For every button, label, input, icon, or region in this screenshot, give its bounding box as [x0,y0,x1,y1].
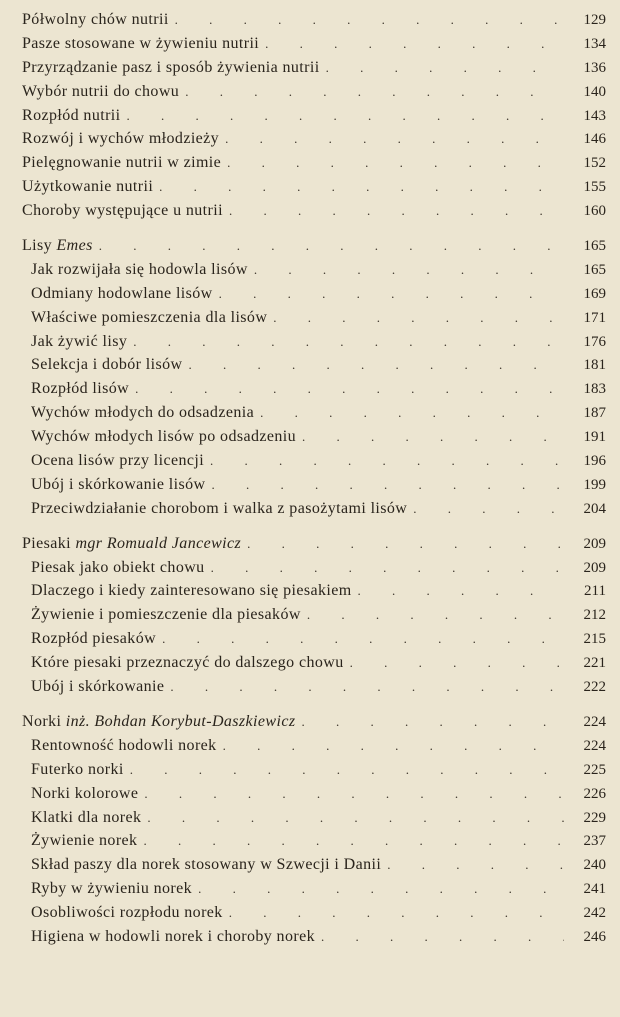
dot-leader [130,758,564,782]
entry-title: Higiena w hodowli norek i choroby norek [31,927,315,945]
dot-leader [254,258,564,282]
entry-title: Pielęgnowanie nutrii w zimie [22,154,222,172]
toc-entry [22,104,606,128]
dot-leader [188,353,564,377]
section-title: Lisy [22,237,53,255]
entry-title: Norki kolorowe [31,784,139,802]
dot-leader [307,603,564,627]
page-number: 246 [583,928,606,945]
dot-leader [273,306,564,330]
toc-entry [22,353,606,377]
page-number: 165 [583,238,606,255]
entry-title: Osobliwości rozpłodu norek [31,904,223,922]
dot-leader [143,829,564,853]
entry-title: Żywienie i pomieszczenie dla piesaków [31,606,301,624]
entry-title: Rentowność hodowli norek [31,736,217,754]
dot-leader [387,853,564,877]
page-number: 136 [583,59,606,76]
section-title: Norki [22,712,62,730]
toc-entry [22,127,606,151]
page-number: 196 [583,453,606,470]
section-title: Piesaki [22,534,72,552]
toc-entry [22,829,606,853]
toc-section [22,532,606,699]
toc-entry [22,782,606,806]
toc-entry [22,377,606,401]
toc-entry [22,449,606,473]
page-number: 224 [583,737,606,754]
toc-entry [22,401,606,425]
section-gap [22,223,606,234]
dot-leader [175,8,564,32]
page-number: 241 [583,881,606,898]
dot-leader [211,473,564,497]
toc-entry [22,306,606,330]
entry-title: Klatki dla norek [31,808,142,826]
entry-title: Jak rozwijała się hodowla lisów [31,260,248,278]
page-number: 169 [583,285,606,302]
toc-entry [22,151,606,175]
section-author: mgr Romuald Jancewicz [75,534,242,552]
entry-title: Pasze stosowane w żywieniu nutrii [22,34,260,52]
page-number: 209 [583,559,606,576]
toc-entry [22,651,606,675]
page-number: 171 [583,309,606,326]
entry-title: Selekcja i dobór lisów [31,356,183,374]
page-number: 199 [583,476,606,493]
toc-section [22,234,606,521]
page-number: 146 [583,131,606,148]
dot-leader [210,449,564,473]
toc-entry [22,473,606,497]
dot-leader [227,151,564,175]
toc-entry [22,556,606,580]
entry-title: Rozwój i wychów młodzieży [22,130,220,148]
entry-title: Ocena lisów przy licencji [31,452,205,470]
dot-leader [223,734,564,758]
page-number: 191 [583,429,606,446]
toc-entry [22,603,606,627]
entry-title: Wybór nutrii do chowu [22,82,180,100]
entry-title: Przeciwdziałanie chorobom i walka z pasożytami lisów [31,499,408,517]
page-number: 237 [583,833,606,850]
entry-title: Jak żywić lisy [31,332,128,350]
entry-title: Ubój i skórkowanie lisów [31,475,206,493]
entry-title: Ubój i skórkowanie [31,678,165,696]
dot-leader [321,925,564,949]
dot-leader [301,710,564,734]
entry-title: Użytkowanie nutrii [22,178,154,196]
page-number: 229 [583,809,606,826]
toc-entry [22,8,606,32]
toc-entry [22,425,606,449]
page-number: 187 [583,405,606,422]
entry-title: Rozpłód piesaków [31,630,157,648]
page-number: 152 [583,155,606,172]
page-number: 176 [583,333,606,350]
page-number: 155 [583,179,606,196]
page-number: 225 [583,761,606,778]
dot-leader [99,234,564,258]
dot-leader [133,330,564,354]
dot-leader [302,425,564,449]
toc-entry [22,627,606,651]
page-number: 183 [583,381,606,398]
dot-leader [126,104,564,128]
dot-leader [225,127,564,151]
page-number: 242 [583,905,606,922]
dot-leader [350,651,564,675]
page-number: 165 [583,261,606,278]
entry-title: Dlaczego i kiedy zainteresowano się piesakiem [31,582,352,600]
dot-leader [147,806,564,830]
entry-title: Odmiany hodowlane lisów [31,284,213,302]
toc-entry [22,675,606,699]
toc-entry [22,258,606,282]
dot-leader [170,675,564,699]
dot-leader [265,32,564,56]
dot-leader [247,532,564,556]
page-number: 212 [583,607,606,624]
page-number: 181 [583,357,606,374]
toc-entry [22,80,606,104]
dot-leader [358,579,564,603]
page-number: 129 [583,12,606,28]
dot-leader [326,56,564,80]
page-number: 134 [583,35,606,52]
toc-entry [22,877,606,901]
section-header [22,710,606,734]
entry-title: Rozpłód lisów [31,380,130,398]
entry-title: Wychów młodych lisów po odsadzeniu [31,428,297,446]
toc-entry [22,853,606,877]
toc-entry [22,497,606,521]
dot-leader [413,497,564,521]
dot-leader [229,901,564,925]
page-number: 226 [583,785,606,802]
toc-entry [22,199,606,223]
section-heading [22,532,241,556]
page-number: 140 [583,83,606,100]
dot-leader [219,282,564,306]
toc-entry [22,175,606,199]
page-number: 211 [584,583,606,600]
section-gap [22,699,606,710]
section-header [22,234,606,258]
page-number: 240 [583,857,606,874]
entry-title: Które piesaki przeznaczyć do dalszego chowu [31,654,344,672]
section-header [22,532,606,556]
section-heading [22,234,93,258]
entry-title: Ryby w żywieniu norek [31,880,193,898]
toc-entry [22,806,606,830]
dot-leader [211,556,564,580]
entry-title: Futerko norki [31,760,124,778]
section-heading [22,710,295,734]
toc-section [22,8,606,223]
toc-entry [22,579,606,603]
page-number: 222 [583,679,606,696]
toc-section [22,710,606,949]
dot-leader [185,80,564,104]
toc-entry [22,330,606,354]
entry-title: Choroby występujące u nutrii [22,202,223,220]
toc-entry [22,32,606,56]
entry-title: Żywienie norek [31,832,138,850]
dot-leader [260,401,564,425]
toc-entry [22,56,606,80]
toc-entry [22,734,606,758]
dot-leader [162,627,564,651]
section-author: Emes [56,237,93,255]
toc-entry [22,901,606,925]
toc-entry [22,925,606,949]
section-gap [22,521,606,532]
toc-entry [22,758,606,782]
page-number: 204 [583,500,606,517]
entry-title: Półwolny chów nutrii [22,11,169,28]
toc-entry [22,282,606,306]
dot-leader [135,377,564,401]
page-number: 224 [583,713,606,730]
entry-title: Rozpłód nutrii [22,106,121,124]
dot-leader [159,175,564,199]
entry-title: Wychów młodych do odsadzenia [31,404,255,422]
section-author: inż. Bohdan Korybut-Daszkiewicz [65,712,296,730]
entry-title: Skład paszy dla norek stosowany w Szwecji i Danii [31,856,382,874]
page-number: 143 [583,107,606,124]
page-number: 209 [583,535,606,552]
entry-title: Przyrządzanie pasz i sposób żywienia nutrii [22,58,320,76]
dot-leader [144,782,564,806]
page-number: 221 [583,655,606,672]
dot-leader [229,199,564,223]
entry-title: Piesak jako obiekt chowu [31,558,205,576]
entry-title: Właściwe pomieszczenia dla lisów [31,308,268,326]
dot-leader [198,877,564,901]
page-number: 160 [583,203,606,220]
page-number: 215 [583,631,606,648]
